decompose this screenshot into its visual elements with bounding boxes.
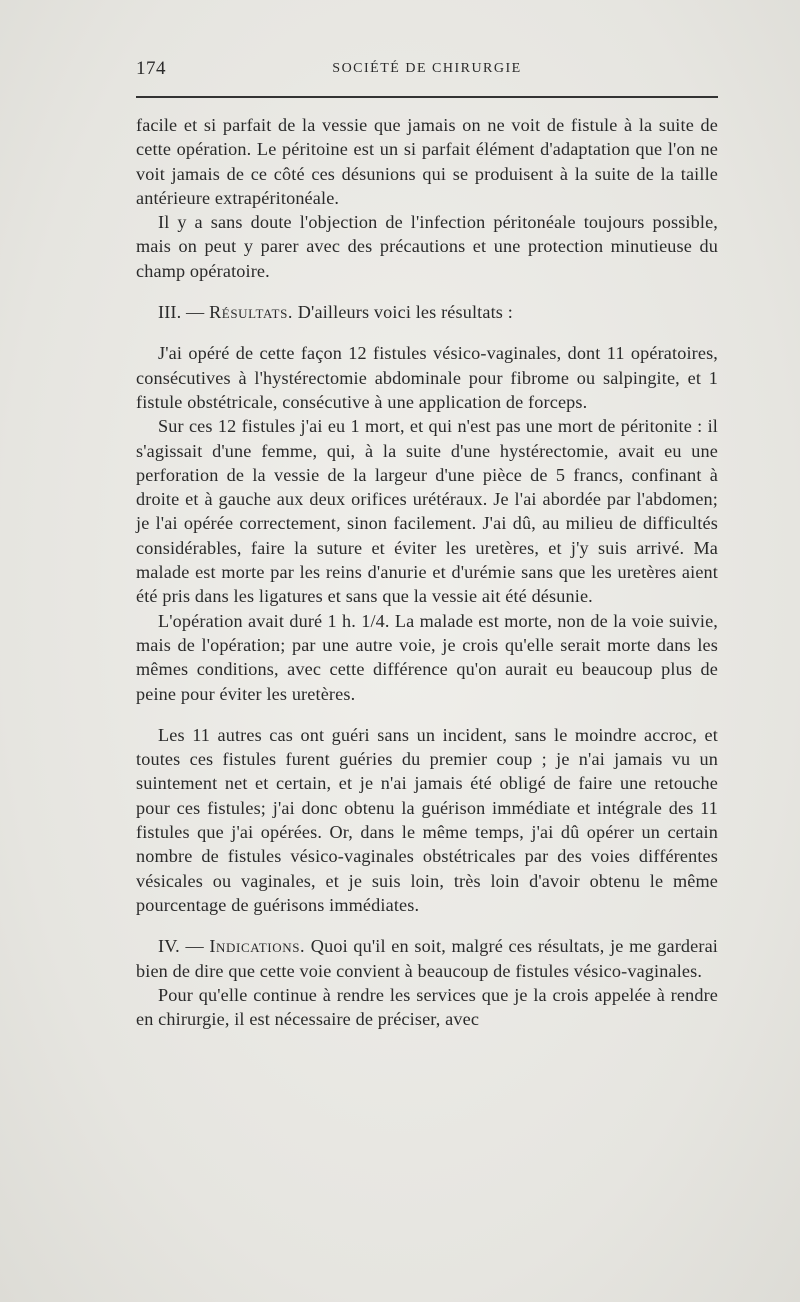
journal-title: SOCIÉTÉ DE CHIRURGIE [332,61,522,76]
section-iii-text: D'ailleurs voici les résultats : [293,302,513,323]
page-number: 174 [136,58,166,79]
paragraph-fatal-case: Sur ces 12 fistules j'ai eu 1 mort, et qui n'est pas une mort de péritonite : il s'agissait d'une femme, qui, à la suite d'une hystérectomie, avait eu une perforation de la vessie de la largeur d'une pièce de 5 francs, confinant à droite et à gauche aux deux orifices urétéraux. Je l'ai abordée par l'abdomen; je l'ai opérée correctement, sinon facilement. J'ai dû, au milieu de difficultés considérables, faire la suture et éviter les uretères, et j'y suis arrivé. Ma malade est morte par les reins d'anurie et d'urémie sans que les uretères aient été pris dans les ligatures et sans que la vessie ait été désunie. [136,416,718,607]
paragraph-final: Pour qu'elle continue à rendre les services que je la crois appelée à rendre en chirurgie, il est nécessaire de préciser, avec [136,984,718,1030]
paragraph-2-objection: Il y a sans doute l'objection de l'infection péritonéale toujours possible, mais on peut y parer avec des précautions et une protection minutieuse du champ opératoire. [136,212,718,281]
section-iii-number: III. — [158,302,210,323]
paragraph-other-cases: Les 11 autres cas ont guéri sans un incident, sans le moindre accroc, et toutes ces fistules furent guéries du premier coup ; je n'ai jamais vu un suintement net et certain, et je n'ai jamais été obligé de faire une retouche pour ces fistules; j'ai donc obtenu la guérison immédiate et intégrale des 11 fistules que j'ai opérées. Or, dans le même temps, j'ai dû opérer un certain nombre de fistules vésico-vaginales obstétricales par des voies différentes vésicales ou vaginales, et je suis loin, très loin d'avoir obtenu le même pourcentage de guérisons immédiates. [136,724,718,915]
paragraph-results-overview: J'ai opéré de cette façon 12 fistules vésico-vaginales, dont 11 opératoires, consécutives à l'hystérectomie abdominale pour fibrome ou salpingite, et 1 fistule obstétricale, consécutive à une application de forceps. [136,343,718,412]
paragraph-1-continuation: facile et si parfait de la vessie que jamais on ne voit de fistule à la suite de cette opération. Le péritoine est un si parfait élément d'adaptation que l'on ne voit jamais de ce côté ces désunions qui se produisent à la suite de la taille antérieure extrapéritonéale. [136,115,718,208]
paragraph-operation-duration: L'opération avait duré 1 h. 1/4. La malade est morte, non de la voie suivie, mais de l'opération; par une autre voie, je crois qu'elle serait morte dans les mêmes conditions, avec cette différence qu'on aurait eu beaucoup plus de peine pour éviter les uretères. [136,610,718,704]
section-iii-label: Résultats. [209,302,294,323]
section-iv-number: IV. — [158,936,210,957]
section-iv-label: Indications. [209,936,306,957]
body-text [136,113,718,1031]
section-iii-heading [136,300,718,324]
running-head [136,58,718,84]
section-iv-heading [136,934,718,983]
section-iv-text: Quoi qu'il en soit, malgré ces résultats, je me garderai bien de dire que cette voie convient à beaucoup de fistules vésico-vaginales. [136,936,718,981]
header-rule [136,96,718,98]
